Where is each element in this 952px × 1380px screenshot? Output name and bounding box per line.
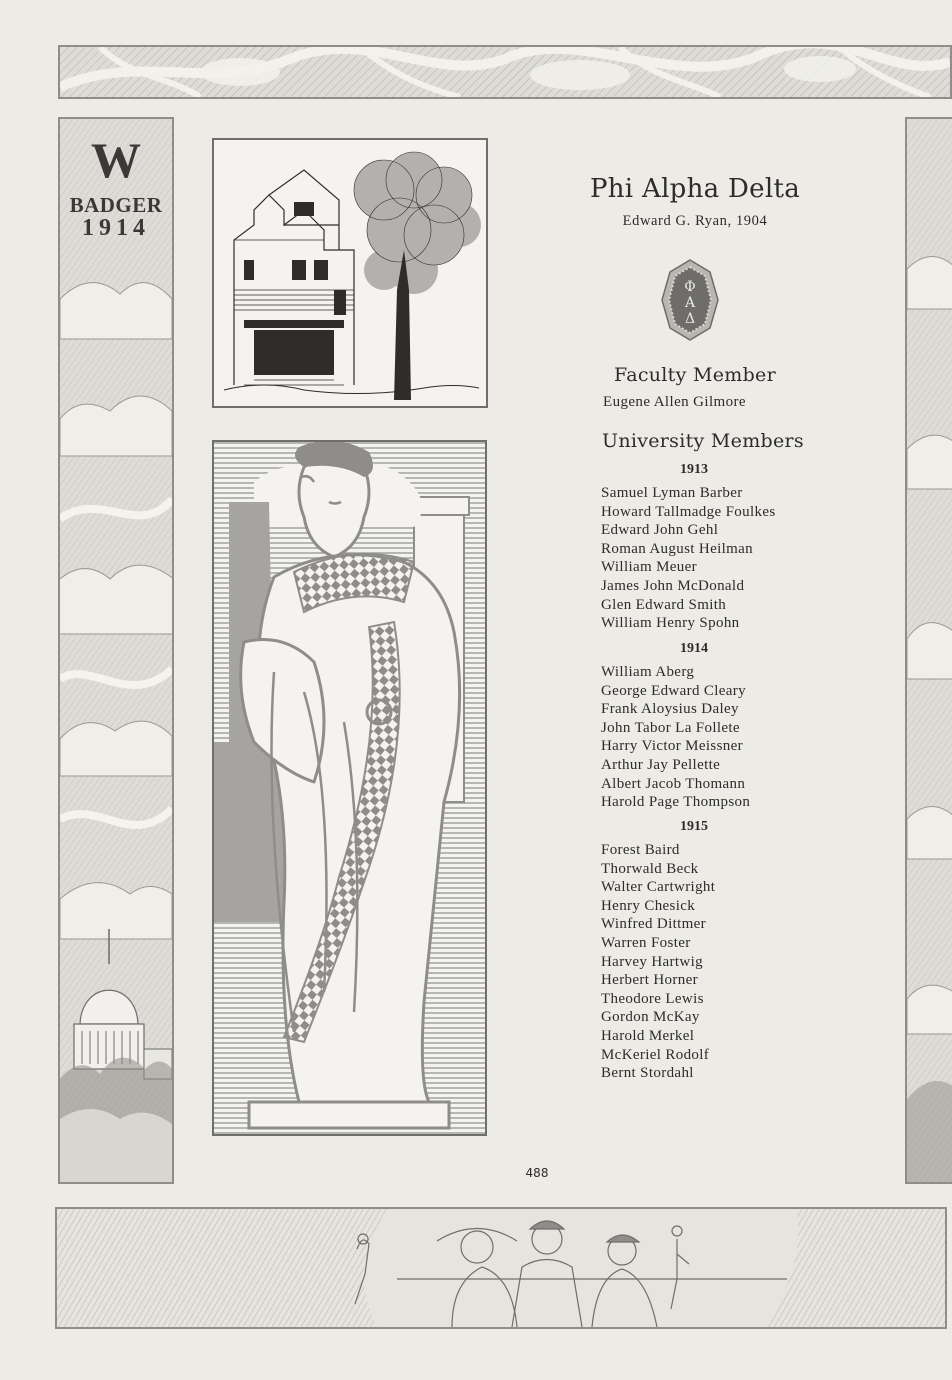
cloud-pattern-illustration bbox=[907, 119, 952, 1182]
member-name: James John McDonald bbox=[601, 577, 745, 594]
bottom-decorative-border bbox=[55, 1207, 947, 1329]
top-decorative-border bbox=[58, 45, 952, 99]
svg-text:Φ: Φ bbox=[684, 279, 696, 295]
class-1913-section bbox=[601, 461, 851, 633]
tennis-scene-illustration bbox=[57, 1209, 945, 1327]
member-name: Forest Baird bbox=[601, 842, 680, 858]
w-letter: W bbox=[91, 132, 141, 188]
class-year-label: 1915 bbox=[680, 819, 708, 834]
university-members-heading: University Members bbox=[602, 430, 804, 452]
member-name: Harry Victor Meissner bbox=[601, 738, 743, 755]
chapter-title: Phi Alpha Delta bbox=[589, 174, 801, 204]
member-name: Gordon McKay bbox=[601, 1009, 700, 1026]
left-decorative-column bbox=[58, 117, 174, 1184]
member-name: Roman August Heilman bbox=[601, 540, 753, 557]
member-name: Samuel Lyman Barber bbox=[601, 485, 743, 501]
member-name: Thorwald Beck bbox=[601, 860, 699, 877]
member-name: William Meuer bbox=[601, 559, 698, 576]
member-name: Frank Aloysius Daley bbox=[601, 701, 739, 718]
member-name: Harold Page Thompson bbox=[601, 794, 751, 811]
member-name: Edward John Gehl bbox=[601, 522, 719, 539]
member-list bbox=[601, 663, 851, 812]
member-name: McKeriel Rodolf bbox=[601, 1046, 710, 1063]
member-name: Warren Foster bbox=[601, 934, 691, 951]
chapter-house-illustration bbox=[212, 138, 488, 408]
class-year-label: 1913 bbox=[680, 462, 708, 477]
class-year-label: 1914 bbox=[680, 641, 708, 656]
member-name: Harvey Hartwig bbox=[601, 953, 703, 970]
member-name: Arthur Jay Pellette bbox=[601, 756, 721, 773]
member-name: Theodore Lewis bbox=[601, 990, 704, 1007]
member-name: William Aberg bbox=[601, 664, 695, 680]
vine-pattern-illustration bbox=[60, 47, 950, 97]
robed-figure-illustration bbox=[212, 440, 487, 1136]
svg-text:Δ: Δ bbox=[684, 311, 696, 327]
member-list bbox=[601, 841, 851, 1083]
member-name: Henry Chesick bbox=[601, 897, 696, 914]
member-name: Harold Merkel bbox=[601, 1027, 695, 1044]
member-name: Howard Tallmadge Foulkes bbox=[601, 503, 776, 520]
yearbook-name: BADGER bbox=[69, 193, 163, 217]
faculty-member-name: Eugene Allen Gilmore bbox=[603, 394, 746, 410]
member-name: Walter Cartwright bbox=[601, 879, 716, 896]
class-1915-section bbox=[601, 818, 851, 1083]
member-name: Bernt Stordahl bbox=[601, 1065, 694, 1082]
class-1914-section bbox=[601, 640, 851, 812]
member-name: Herbert Horner bbox=[601, 972, 698, 989]
right-decorative-column bbox=[905, 117, 952, 1184]
faculty-heading: Faculty Member bbox=[614, 364, 776, 386]
yearbook-year: 1914 bbox=[82, 215, 150, 241]
member-name: John Tabor La Follete bbox=[601, 719, 740, 736]
member-name: Albert Jacob Thomann bbox=[601, 775, 746, 792]
member-name: Winfred Dittmer bbox=[601, 916, 707, 933]
chapter-subtitle: Edward G. Ryan, 1904 bbox=[622, 213, 768, 229]
member-name: Glen Edward Smith bbox=[601, 596, 727, 613]
member-name: George Edward Cleary bbox=[601, 682, 747, 699]
cloud-pattern-illustration bbox=[60, 119, 172, 1182]
member-list bbox=[601, 484, 851, 633]
member-name: William Henry Spohn bbox=[601, 615, 740, 632]
fraternity-badge-icon bbox=[660, 258, 720, 342]
page-number: 488 bbox=[525, 1166, 549, 1180]
svg-text:Α: Α bbox=[684, 295, 696, 311]
